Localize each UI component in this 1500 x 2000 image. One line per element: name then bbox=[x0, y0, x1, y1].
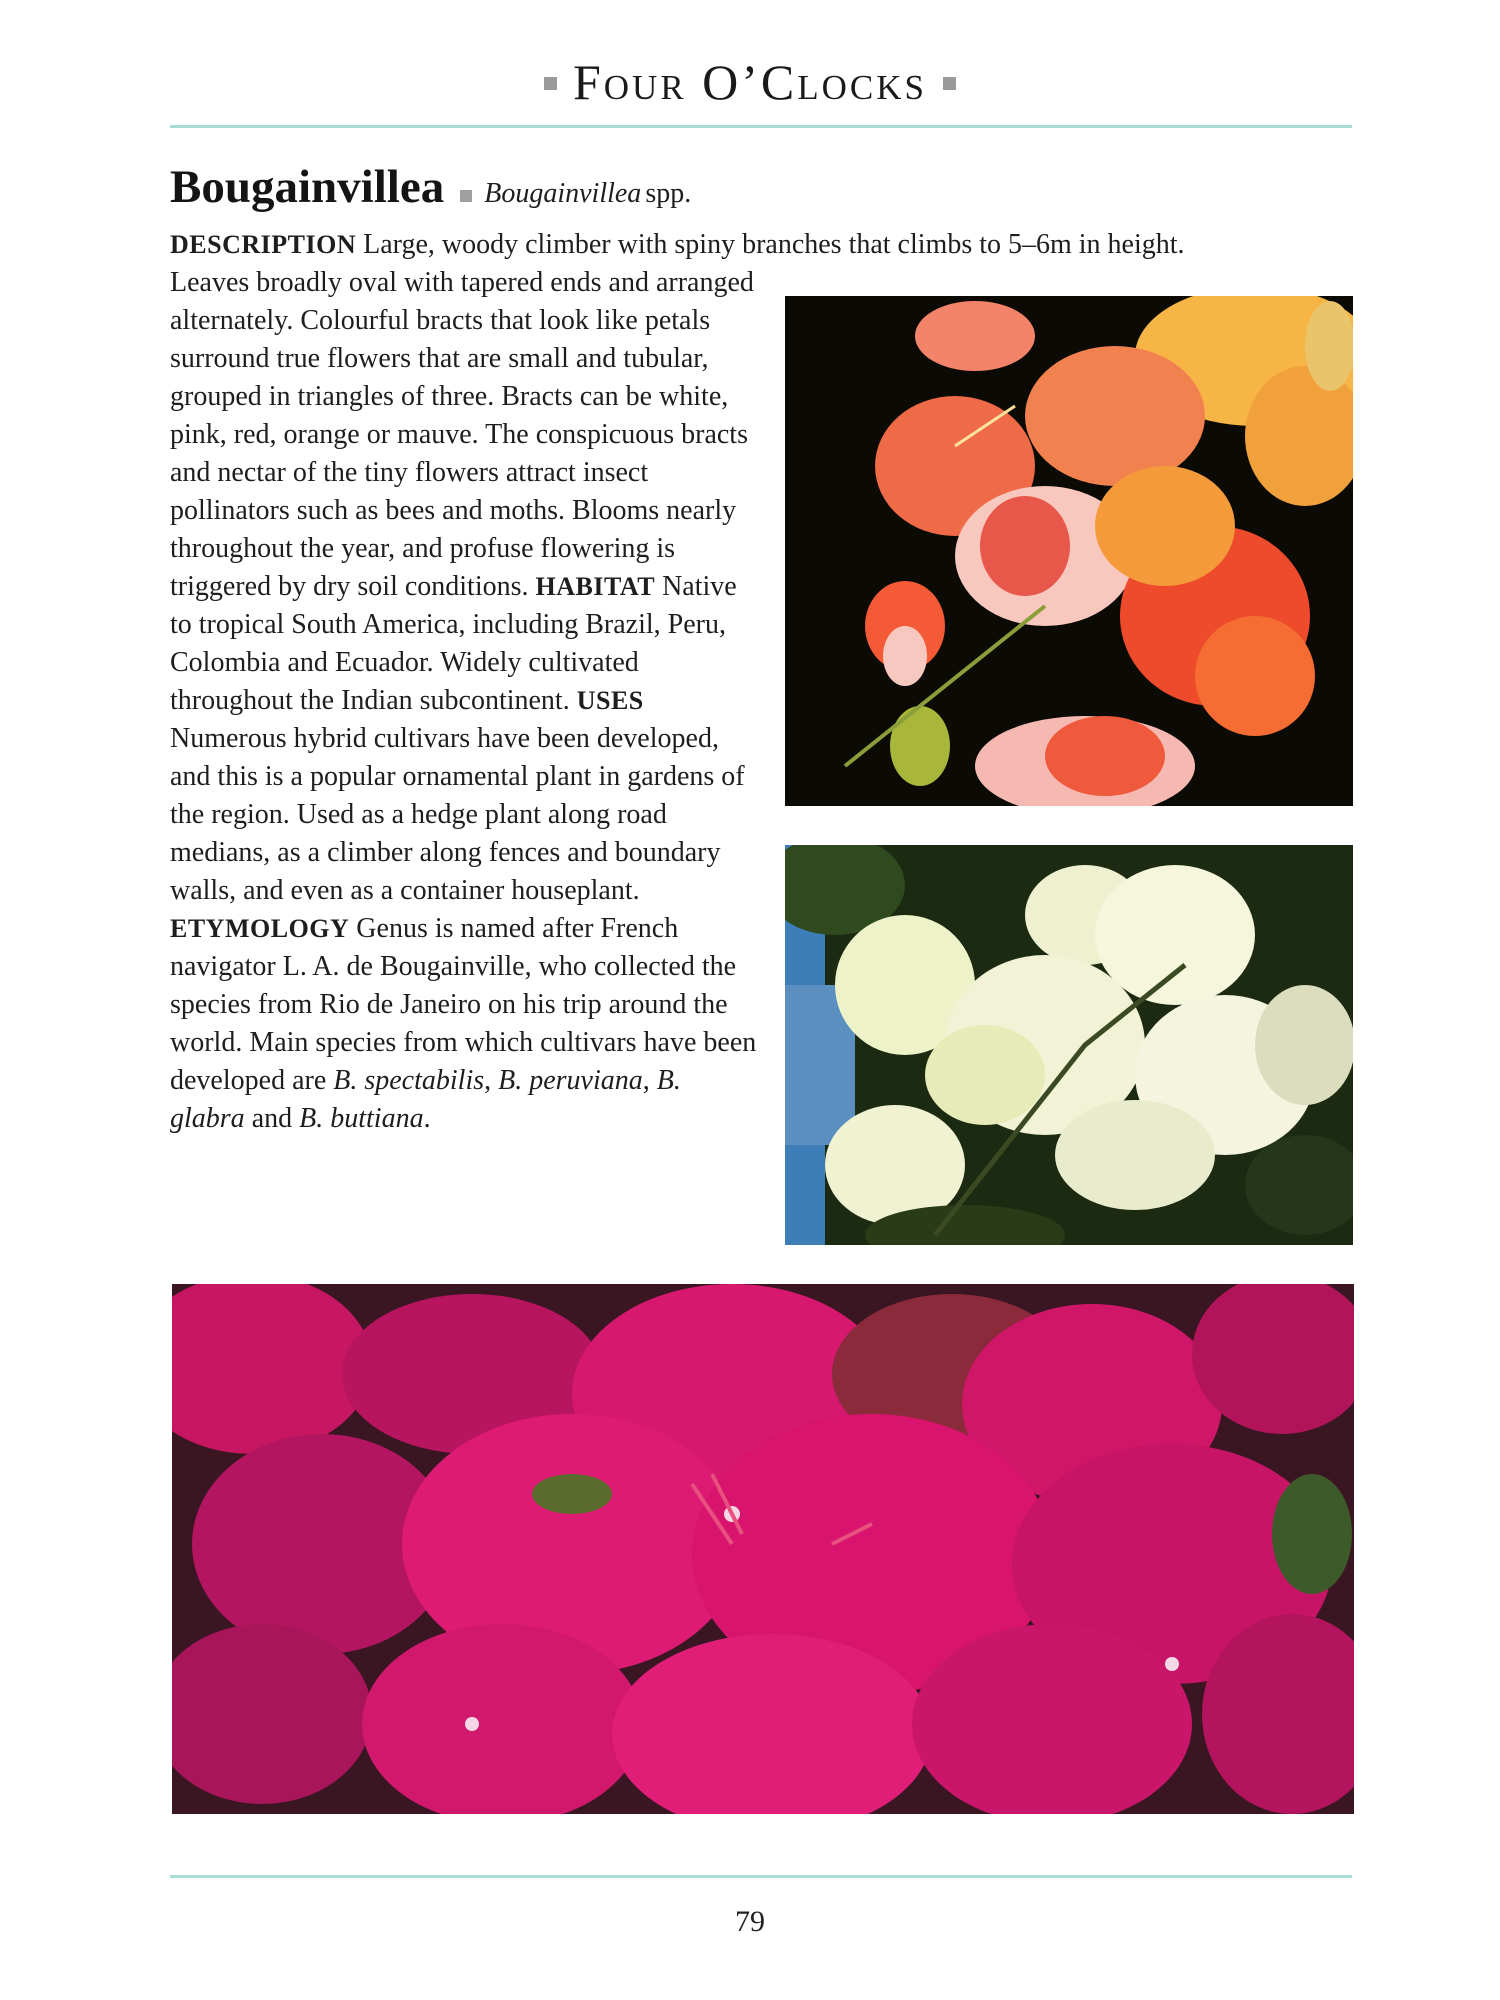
chapter-header bbox=[0, 52, 1500, 112]
separator: and bbox=[244, 1103, 300, 1134]
entry-heading bbox=[170, 160, 691, 220]
orange-bougainvillea-photo bbox=[785, 296, 1353, 806]
bullet-square-icon bbox=[943, 77, 956, 90]
species-name: B. glabra bbox=[170, 1065, 681, 1134]
bullet-square-icon bbox=[544, 77, 557, 90]
species-name: B. spectabilis bbox=[333, 1065, 485, 1096]
habitat-text: Native to tropical South America, including Brazil, Peru, Colombia and Ecuador. Widely cultivated throughout the Indian subcontinent. bbox=[170, 571, 737, 716]
uses-text: Numerous hybrid cultivars have been developed, and this is a popular ornamental plant in gardens of the region. Used as a hedge plant along road medians, as a climber along fences and boundary walls, and even as a container houseplant. bbox=[170, 723, 745, 906]
uses-label: USES bbox=[576, 686, 644, 715]
scientific-name: Bougainvillea bbox=[484, 178, 642, 209]
footer-rule bbox=[170, 1875, 1352, 1878]
chapter-title: Four O’Clocks bbox=[572, 54, 928, 110]
scientific-suffix: spp. bbox=[645, 178, 692, 209]
species-name: B. buttiana bbox=[299, 1103, 424, 1134]
description-label: DESCRIPTION bbox=[170, 230, 357, 259]
habitat-label: HABITAT bbox=[535, 572, 656, 601]
header-rule bbox=[170, 125, 1352, 128]
description-text: Leaves broadly oval with tapered ends and arranged alternately. Colourful bracts that look like petals surround true flowers that are small and tubular, grouped in triangles of three. Bracts can be white, pink, red, orange or mauve. The conspicuous bracts and nectar of the tiny flowers attract insect pollinators such as bees and moths. Blooms nearly throughout the year, and profuse flowering is triggered by dry soil conditions. bbox=[170, 267, 754, 602]
etymology-text: Genus is named after French navigator L. A. de Bougainville, who collected the species from Rio de Janeiro on his trip around the world. Main species from which cultivars have been developed are bbox=[170, 913, 757, 1096]
species-name: B. peruviana bbox=[498, 1065, 643, 1096]
magenta-bougainvillea-photo bbox=[172, 1284, 1354, 1814]
end-punctuation: . bbox=[423, 1103, 431, 1134]
white-bougainvillea-photo bbox=[785, 845, 1353, 1245]
separator: , bbox=[484, 1065, 499, 1096]
page-number: 79 bbox=[735, 1905, 765, 1938]
description-first-line bbox=[170, 226, 1360, 264]
etymology-label: ETYMOLOGY bbox=[170, 914, 350, 943]
entry-body bbox=[170, 264, 760, 1138]
bullet-square-icon bbox=[460, 190, 472, 202]
description-first-text: Large, woody climber with spiny branches that climbs to 5–6m in height. bbox=[363, 229, 1185, 260]
separator: , bbox=[642, 1065, 657, 1096]
common-name: Bougainvillea bbox=[170, 161, 445, 213]
